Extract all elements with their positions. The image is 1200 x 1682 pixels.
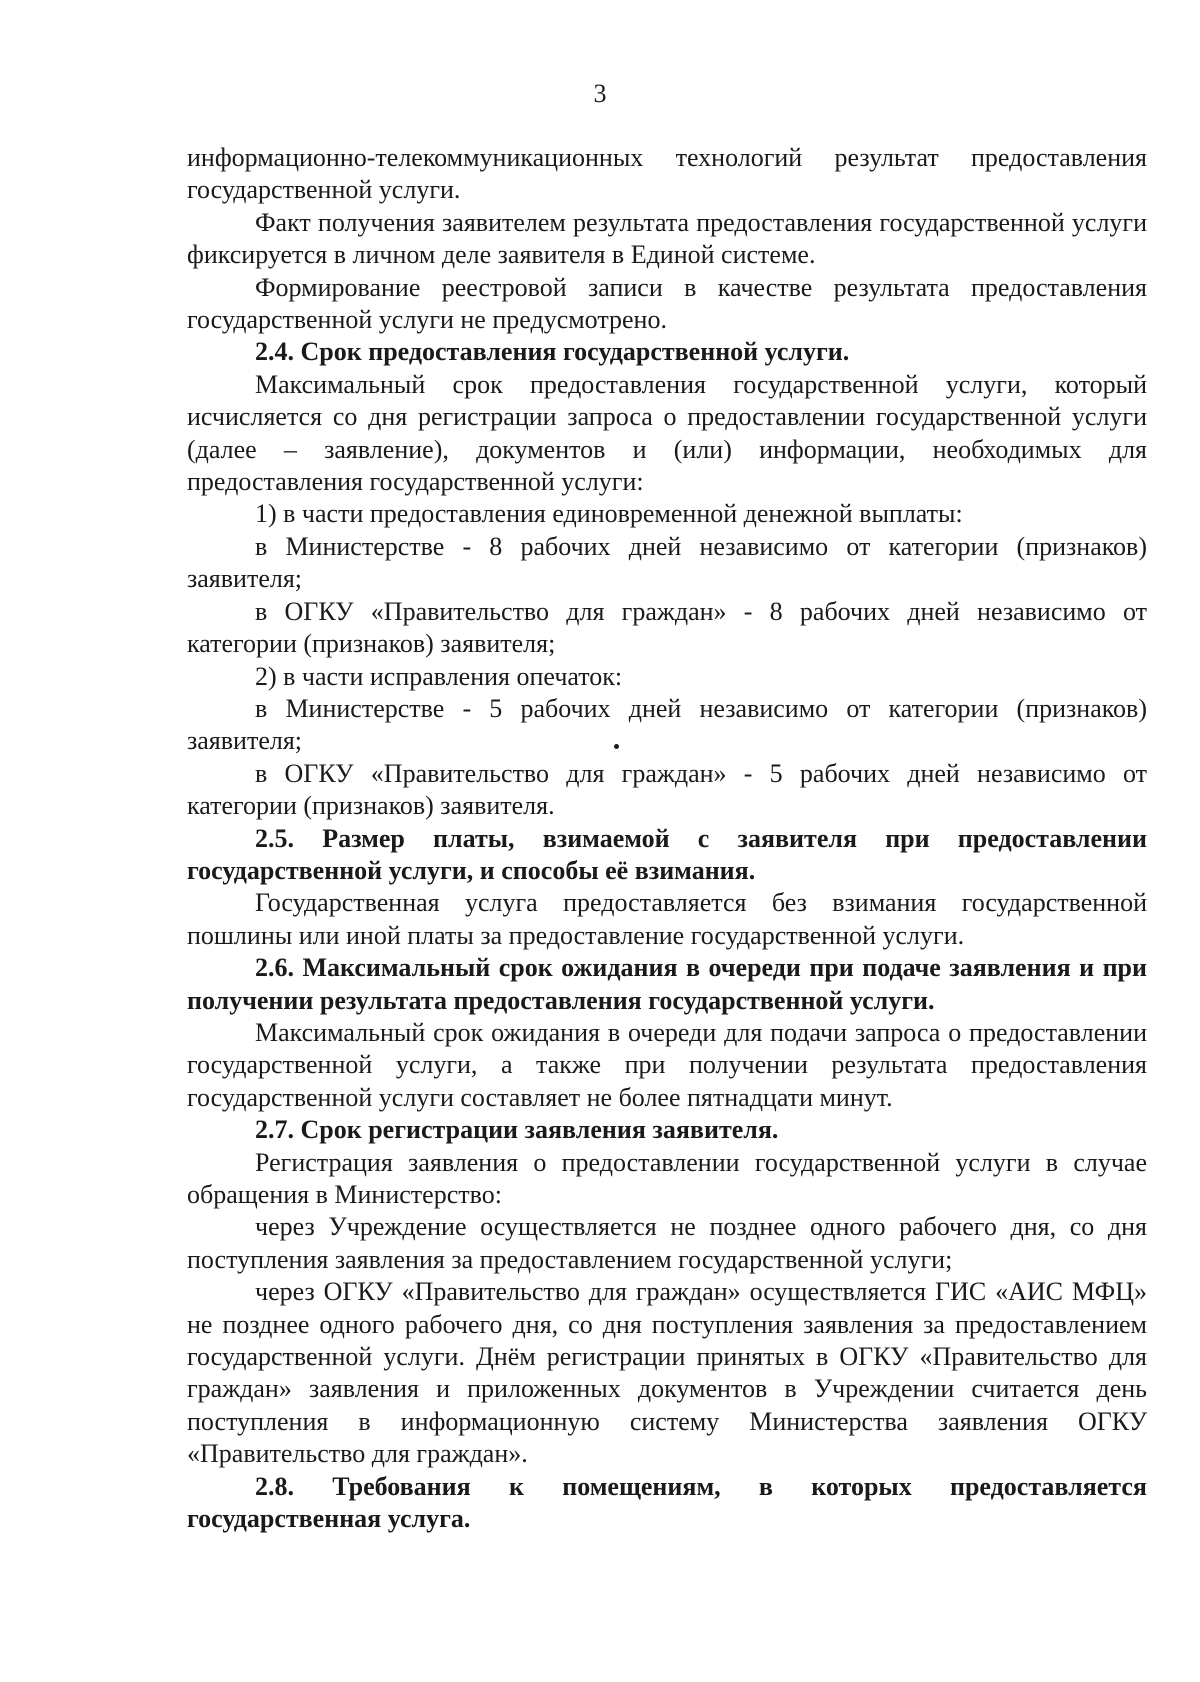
section-heading: 2.8. Требования к помещениям, в которых предоставляется государственная услуга. (187, 1471, 1147, 1534)
paragraph: через Учреждение осуществляется не позднее одного рабочего дня, со дня поступления заявления за предоставлением государственной услуги; (187, 1212, 1147, 1274)
paragraph: Максимальный срок ожидания в очереди для подачи запроса о предоставлении государственной услуги, а также при получении результата предоставления государственной услуги составляет не более пятнадцати минут. (187, 1017, 1147, 1112)
section-heading: 2.7. Срок регистрации заявления заявителя. (255, 1115, 779, 1145)
paragraph: в Министерстве - 5 рабочих дней независимо от категории (признаков) заявителя; (187, 693, 1147, 756)
section-heading: 2.5. Размер платы, взимаемой с заявителя при предоставлении государственной услуги, и способы её взимания. (187, 823, 1147, 885)
list-item: 2) в части исправления опечаток: (255, 661, 623, 691)
paragraph: Факт получения заявителем результата предоставления государственной услуги фиксируется в личном деле заявителя в Единой системе. (187, 207, 1147, 270)
paragraph: в ОГКУ «Правительство для граждан» - 8 рабочих дней независимо от категории (признаков) заявителя; (187, 596, 1147, 659)
paragraph: в ОГКУ «Правительство для граждан» - 5 рабочих дней независимо от категории (признаков) заявителя. (187, 758, 1147, 821)
document-body (187, 142, 1147, 1535)
scan-speck (614, 744, 619, 749)
section-heading: 2.6. Максимальный срок ожидания в очереди при подаче заявления и при получении результата предоставления государственной услуги. (187, 953, 1147, 1015)
paragraph: через ОГКУ «Правительство для граждан» осуществляется ГИС «АИС МФЦ» не позднее одного рабочего дня, со дня поступления заявления за предоставлением государственной услуги. Днём регистрации принятых в ОГКУ «Правительство для граждан» заявления и приложенных документов в Учреждении считается день поступления в информационную систему Министерства заявления ОГКУ «Правительство для граждан». (187, 1277, 1147, 1469)
list-item: 1) в части предоставления единовременной денежной выплаты: (255, 499, 963, 529)
section-heading: 2.4. Срок предоставления государственной услуги. (255, 337, 850, 367)
paragraph: Регистрация заявления о предоставлении государственной услуги в случае обращения в Министерство: (187, 1147, 1147, 1209)
paragraph: в Министерстве - 8 рабочих дней независимо от категории (признаков) заявителя; (187, 531, 1147, 594)
page-number: 3 (593, 79, 607, 108)
paragraph: информационно-телекоммуникационных технологий результат предоставления государственной услуги. (187, 143, 1147, 205)
paragraph: Формирование реестровой записи в качестве результата предоставления государственной услуги не предусмотрено. (187, 272, 1147, 335)
paragraph: Максимальный срок предоставления государственной услуги, который исчисляется со дня регистрации запроса о предоставлении государственной услуги (далее – заявление), документов и (или) информации, необходимых для предоставления государственной услуги: (187, 369, 1147, 497)
paragraph: Государственная услуга предоставляется без взимания государственной пошлины или иной платы за предоставление государственной услуги. (187, 888, 1147, 950)
